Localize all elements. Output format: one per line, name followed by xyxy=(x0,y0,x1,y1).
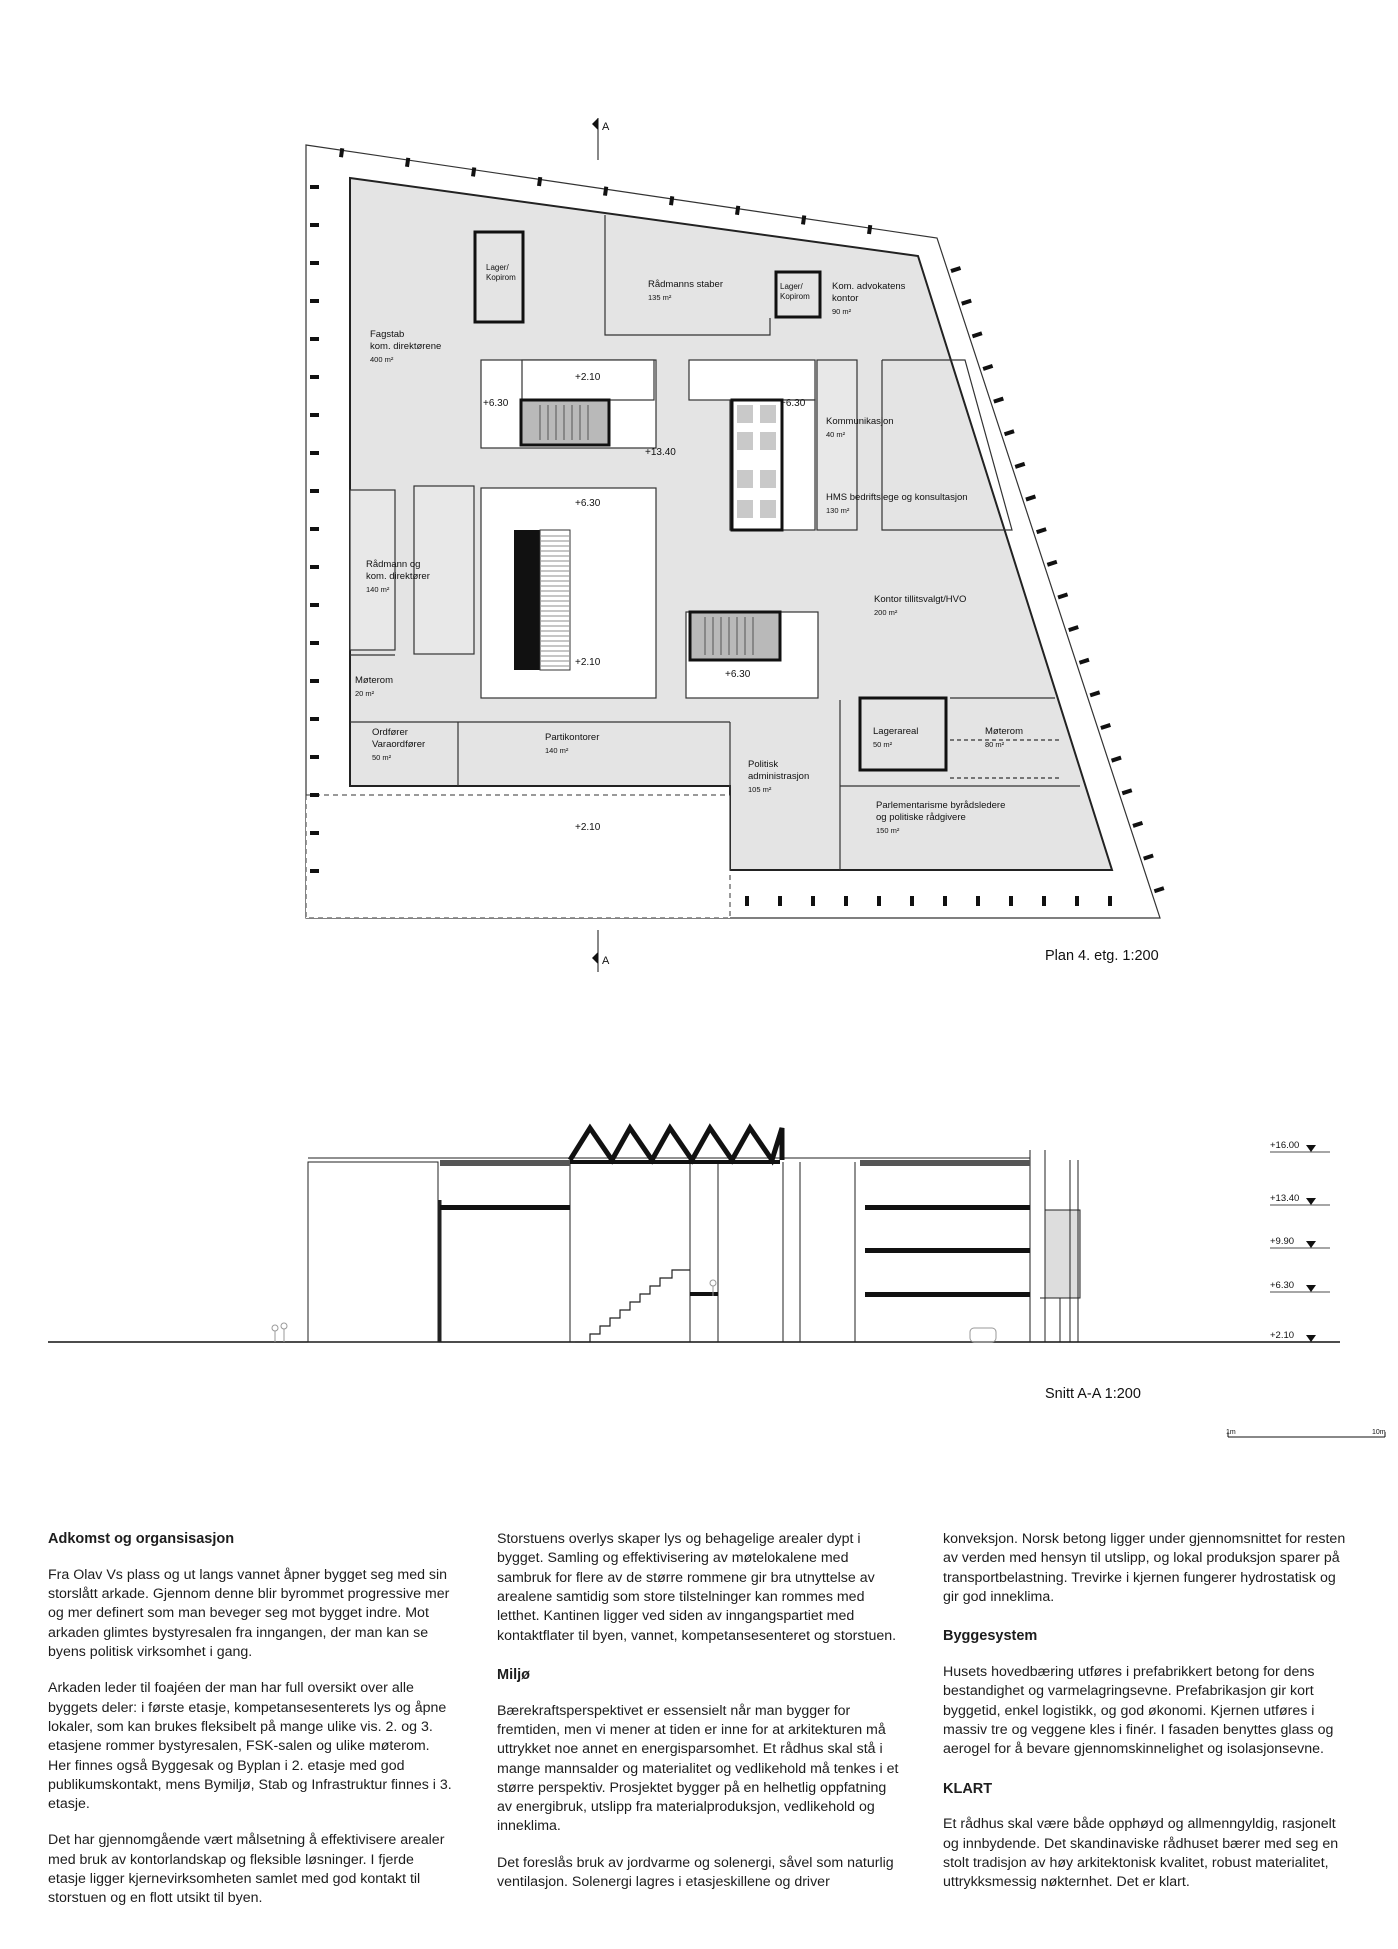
paragraph: konveksjon. Norsk betong ligger under gjennomsnittet for resten av verden med hensyn til utslipp, og lokal produksjon sparer på transportbelastning. Trevirke i kjernen fungerer hydrostatisk og gir god inneklima. xyxy=(943,1531,1346,1605)
svg-text:og politiske rådgivere: og politiske rådgivere xyxy=(876,812,966,823)
svg-text:400 m²: 400 m² xyxy=(370,355,394,364)
paragraph: Husets hovedbæring utføres i prefabrikkert betong for dens bestandighet og varmelagringsevne. Prefabrikasjon gir kort byggetid, enkel logistikk, og god økonomi. Kjernen utføres i massiv tre og veggene kles i finér. I fasaden benyttes glass og aerogel for å bevare gjennomskinnelighet og isolasjonsevne. xyxy=(943,1663,1334,1758)
svg-text:+13.40: +13.40 xyxy=(1270,1193,1300,1204)
section-stair xyxy=(575,1270,690,1342)
heading-byggesystem: Byggesystem xyxy=(943,1628,1038,1645)
level-label: +2.10 xyxy=(575,372,601,383)
heading-klart: KLART xyxy=(943,1780,993,1797)
svg-text:Kontor tillitsvalgt/HVO: Kontor tillitsvalgt/HVO xyxy=(874,594,967,605)
scale-bar xyxy=(1226,1429,1386,1437)
section-marker-bottom xyxy=(592,930,610,972)
section-level-marker xyxy=(1270,1193,1330,1205)
terrace-area xyxy=(306,795,730,918)
section-level-marker xyxy=(1270,1140,1330,1152)
svg-text:135 m²: 135 m² xyxy=(648,293,672,302)
svg-text:Kom. advokatens: Kom. advokatens xyxy=(832,281,906,292)
section-structure xyxy=(308,1150,1080,1342)
svg-text:kom. direktører: kom. direktører xyxy=(366,571,430,582)
svg-text:Varaordfører: Varaordfører xyxy=(372,739,426,750)
svg-text:150 m²: 150 m² xyxy=(876,826,900,835)
section-marker-top xyxy=(592,118,610,160)
level-label: +6.30 xyxy=(575,498,601,509)
sawtooth-roof xyxy=(570,1128,782,1160)
paragraph: Fra Olav Vs plass og ut langs vannet åpner bygget seg med sin storslått arkade. Gjennom denne blir byrommet progressive mer og mer definert som man beveger seg mot bygget indre. Mot arkaden glimtes bystyresalen fra inngangen, der man kan se byens politisk virksomhet i gang. xyxy=(48,1566,450,1660)
svg-text:Ordfører: Ordfører xyxy=(372,727,408,738)
svg-text:Parlementarisme byrådsledere: Parlementarisme byrådsledere xyxy=(876,800,1006,811)
svg-text:Lager/: Lager/ xyxy=(486,263,509,272)
svg-text:105 m²: 105 m² xyxy=(748,785,772,794)
svg-text:A: A xyxy=(602,121,610,133)
svg-text:130 m²: 130 m² xyxy=(826,506,850,515)
level-label: +2.10 xyxy=(575,822,601,833)
svg-text:140 m²: 140 m² xyxy=(366,585,390,594)
svg-text:50 m²: 50 m² xyxy=(372,753,392,762)
svg-text:Lager/: Lager/ xyxy=(780,282,803,291)
paragraph: Det foreslås bruk av jordvarme og solenergi, såvel som naturlig ventilasjon. Solenergi lagres i etasjeskillene og driver xyxy=(497,1854,894,1891)
svg-text:+9.90: +9.90 xyxy=(1270,1236,1295,1247)
paragraph: Bærekraftsperspektivet er essensielt når man bygger for fremtiden, men vi mener at tiden er inne for at arkitekturen må uttrykket noe annet en energisparsomhet. Et rådhus skal stå i mange mannsalder og materialitet og vedlikehold må tenkes i et større perspektiv. Prosjektet bygger på en helhetlig oppfatning av energibruk, utslipp fra materialproduksjon, vedlikehold og inneklima. xyxy=(497,1702,899,1835)
section-level-marker xyxy=(1270,1280,1330,1292)
svg-text:Partikontorer: Partikontorer xyxy=(545,732,600,743)
svg-text:kontor: kontor xyxy=(832,293,859,304)
svg-text:20 m²: 20 m² xyxy=(355,689,375,698)
plan-title: Plan 4. etg. 1:200 xyxy=(1045,948,1159,964)
section-level-marker xyxy=(1270,1236,1330,1248)
section-level-marker xyxy=(1270,1330,1330,1342)
level-label: +6.30 xyxy=(483,398,509,409)
svg-text:Rådmann og: Rådmann og xyxy=(366,559,421,570)
paragraph: Arkaden leder til foajéen der man har full oversikt over alle byggets deler: i første etasje, kompetansesenterets lys og åpne lokaler, som kan brukes fleksibelt på mange ulike vis. 2. og 3. etasjene rommer bystyresalen, FSK-salen og ulike møterom. Her finnes også Byggesak og Byplan i 2. etasje med god publikumskontakt, mens Bymiljø, Stab og Infrastruktur finnes i 3. etasje. xyxy=(48,1680,452,1813)
svg-text:+2.10: +2.10 xyxy=(1270,1330,1295,1341)
wc-core xyxy=(732,400,782,530)
level-label: +13.40 xyxy=(645,447,676,458)
svg-text:80 m²: 80 m² xyxy=(985,740,1005,749)
paragraph: Storstuens overlys skaper lys og behagelige arealer dypt i bygget. Samling og effektivisering av møtelokalene med sambruk for flere av de større rommene gir bra utnyttelse av arealene samtidig som store tilstelninger kan rommes med letthet. Kantinen ligger ved siden av inngangspartiet med kontaktflater til byen, vannet, kompetansesenteret og storstuen. xyxy=(497,1531,897,1644)
svg-text:Fagstab: Fagstab xyxy=(370,329,405,340)
section-drawing xyxy=(0,1080,1398,1460)
svg-text:+16.00: +16.00 xyxy=(1270,1140,1300,1151)
svg-text:Lagerareal: Lagerareal xyxy=(873,726,919,737)
svg-text:90 m²: 90 m² xyxy=(832,307,852,316)
svg-text:A: A xyxy=(602,955,610,967)
heading-miljo: Miljø xyxy=(497,1666,531,1683)
svg-text:Politisk: Politisk xyxy=(748,759,779,770)
svg-text:HMS bedriftslege og konsultasj: HMS bedriftslege og konsultasjon xyxy=(826,492,968,503)
svg-text:kom. direktørene: kom. direktørene xyxy=(370,341,442,352)
heading-adkomst: Adkomst og organsisasjon xyxy=(48,1531,235,1547)
svg-text:administrasjon: administrasjon xyxy=(748,771,810,782)
svg-text:Kopirom: Kopirom xyxy=(486,273,516,282)
section-title: Snitt A-A 1:200 xyxy=(1045,1386,1141,1402)
svg-text:Kopirom: Kopirom xyxy=(780,292,810,301)
paragraph: Det har gjennomgående vært målsetning å effektivisere arealer med bruk av kontorlandskap og fleksible løsninger. I fjerde etasje ligger kjernevirksomheten samlet med god kontakt til storstuen og en flott utsikt til byen. xyxy=(48,1832,445,1907)
text-column-2 xyxy=(497,1530,902,1909)
svg-text:Rådmanns staber: Rådmanns staber xyxy=(648,279,723,290)
svg-text:10m: 10m xyxy=(1372,1429,1386,1436)
svg-text:+6.30: +6.30 xyxy=(1270,1280,1295,1291)
level-label: +2.10 xyxy=(575,657,601,668)
svg-text:Kommunikasjon: Kommunikasjon xyxy=(826,416,894,427)
scale-figures xyxy=(272,1280,996,1342)
svg-text:Møterom: Møterom xyxy=(985,726,1023,737)
svg-text:50 m²: 50 m² xyxy=(873,740,893,749)
svg-text:Møterom: Møterom xyxy=(355,675,393,686)
text-column-3 xyxy=(943,1530,1348,1910)
floor-slabs xyxy=(440,1160,1030,1297)
svg-text:40 m²: 40 m² xyxy=(826,430,846,439)
level-label: +6.30 xyxy=(725,669,751,680)
svg-text:1m: 1m xyxy=(1226,1429,1236,1436)
paragraph: Et rådhus skal være både opphøyd og allmenngyldig, rasjonelt og innbydende. Det skandinaviske rådhuset bærer med seg en stolt tradisjon av høy arkitektonisk kvalitet, robust materialitet, uttrykksmessig nøkternhet. Det er klart. xyxy=(943,1816,1339,1891)
svg-text:200 m²: 200 m² xyxy=(874,608,898,617)
level-label: +6.30 xyxy=(780,398,806,409)
svg-text:140 m²: 140 m² xyxy=(545,746,569,755)
text-column-1 xyxy=(48,1530,453,1926)
